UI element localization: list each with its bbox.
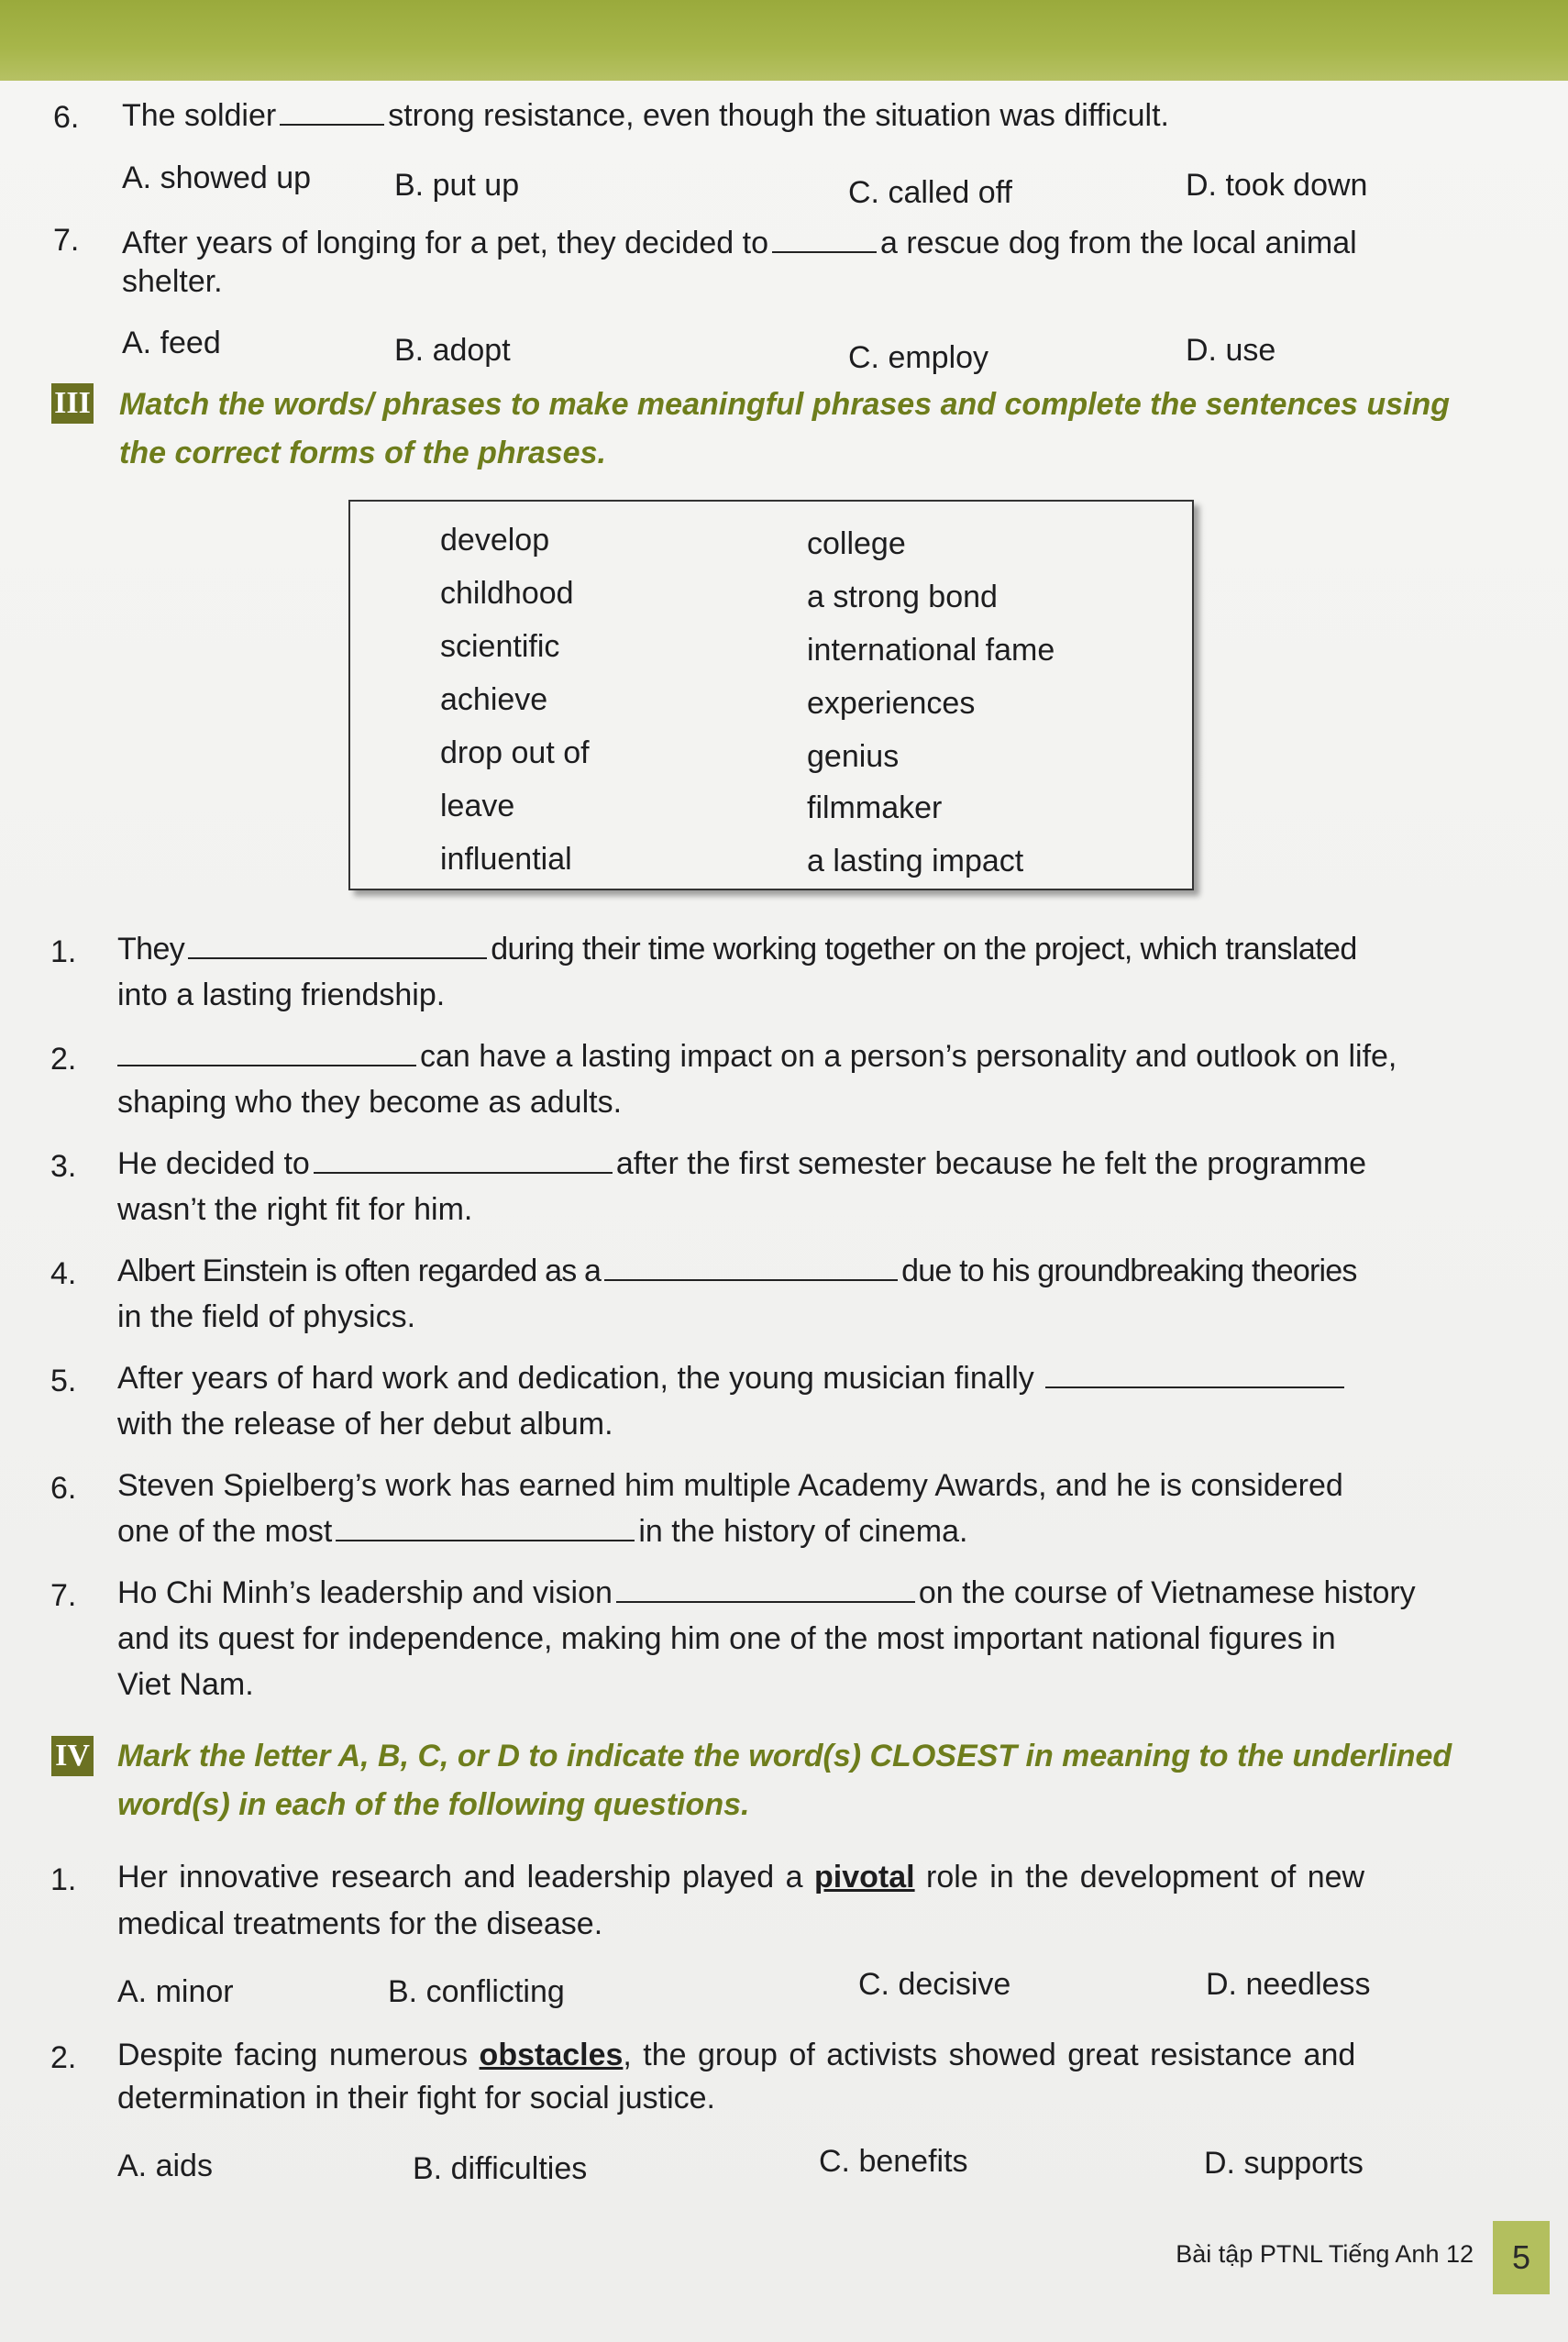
option-d[interactable]: D. took down [1186, 168, 1368, 203]
question-text [122, 223, 1357, 263]
item-text-line2 [117, 1511, 967, 1552]
word-left[interactable]: achieve [440, 682, 548, 717]
option-c[interactable]: C. decisive [858, 1967, 1011, 2002]
option-d[interactable]: D. needless [1206, 1967, 1371, 2002]
item-number: 1. [50, 934, 77, 969]
question-number: 6. [53, 100, 80, 135]
item-text-line2: wasn’t the right fit for him. [117, 1192, 473, 1227]
word-left[interactable]: childhood [440, 576, 574, 611]
item-text [117, 1143, 1366, 1184]
question-text [122, 95, 1169, 136]
question-text-line2: determination in their fight for social justice. [117, 2081, 715, 2116]
word-left[interactable]: influential [440, 842, 572, 877]
word-right[interactable]: genius [807, 739, 900, 774]
item-number: 3. [50, 1149, 77, 1184]
item-text-line2: into a lasting friendship. [117, 978, 446, 1012]
question-number: 1. [50, 1862, 77, 1897]
item-number: 5. [50, 1364, 77, 1398]
item-text-a: Albert Einstein is often regarded as a [117, 1254, 602, 1288]
option-c[interactable]: C. benefits [819, 2144, 968, 2179]
item-text-b: on the course of Vietnamese history [918, 1575, 1416, 1610]
item-text-b: can have a lasting impact on a person’s personality and outlook on life, [420, 1039, 1397, 1074]
option-a[interactable]: A. showed up [122, 160, 312, 195]
question-number: 7. [53, 223, 80, 258]
book-title: Bài tập PTNL Tiếng Anh 12 [1176, 2240, 1474, 2268]
word-right[interactable]: a strong bond [807, 580, 998, 614]
page-number: 5 [1493, 2221, 1550, 2294]
section-instruction-line2: word(s) in each of the following questions. [117, 1787, 750, 1822]
item-text-b: due to his groundbreaking theories [901, 1254, 1357, 1288]
option-b[interactable]: B. adopt [394, 333, 511, 368]
option-a[interactable]: A. aids [117, 2149, 213, 2183]
item-text-line2: with the release of her debut album. [117, 1407, 613, 1442]
answer-blank[interactable] [604, 1277, 898, 1281]
item-number: 2. [50, 1042, 77, 1077]
item-text-a: Ho Chi Minh’s leadership and vision [117, 1575, 613, 1610]
item-text-line2: and its quest for independence, making him one of the most important national figures in [117, 1621, 1336, 1656]
answer-blank[interactable] [188, 956, 487, 959]
question-text-after: a rescue dog from the local animal [880, 226, 1357, 260]
item-text-c2: in the history of cinema. [638, 1514, 968, 1549]
question-text-after: , the group of activists showed great resistance and [623, 2038, 1356, 2072]
question-text-before: After years of longing for a pet, they decided to [122, 226, 768, 260]
question-text-before: Her innovative research and leadership played a [117, 1860, 803, 1895]
item-text-a: After years of hard work and dedication, the young musician finally [117, 1361, 1034, 1396]
word-left[interactable]: scientific [440, 629, 560, 664]
word-left[interactable]: leave [440, 789, 515, 823]
item-text-line2: in the field of physics. [117, 1299, 416, 1334]
word-right[interactable]: a lasting impact [807, 844, 1024, 878]
question-text-line2: medical treatments for the disease. [117, 1906, 603, 1941]
word-right[interactable]: college [807, 526, 906, 561]
question-text [117, 2035, 1355, 2075]
underlined-keyword: obstacles [479, 2038, 624, 2072]
item-text [117, 1036, 1397, 1077]
answer-blank[interactable] [772, 249, 877, 253]
item-text [117, 1358, 1348, 1398]
item-text-a: He decided to [117, 1146, 310, 1181]
word-right[interactable]: filmmaker [807, 790, 943, 825]
question-text-after: strong resistance, even though the situation was difficult. [388, 98, 1169, 133]
word-right[interactable]: international fame [807, 633, 1055, 668]
option-a[interactable]: A. minor [117, 1974, 234, 2009]
question-number: 2. [50, 2040, 77, 2075]
option-b[interactable]: B. difficulties [413, 2151, 588, 2186]
item-text-line2: shaping who they become as adults. [117, 1085, 623, 1120]
question-text-after: role in the development of new [926, 1860, 1365, 1895]
section-badge: IV [51, 1736, 94, 1776]
word-left[interactable]: drop out of [440, 735, 590, 770]
item-text-a: They [117, 932, 185, 967]
option-d[interactable]: D. supports [1204, 2146, 1364, 2181]
section-instruction-line2: the correct forms of the phrases. [119, 436, 606, 470]
item-text: Steven Spielberg’s work has earned him multiple Academy Awards, and he is considered [117, 1468, 1343, 1503]
word-box [348, 500, 1194, 890]
option-d[interactable]: D. use [1186, 333, 1276, 368]
header-band [0, 0, 1568, 81]
option-b[interactable]: B. put up [394, 168, 520, 203]
answer-blank[interactable] [1045, 1385, 1344, 1388]
question-text-before: Despite facing numerous [117, 2038, 469, 2072]
answer-blank[interactable] [280, 122, 384, 126]
option-b[interactable]: B. conflicting [388, 1974, 565, 2009]
item-number: 7. [50, 1578, 77, 1613]
question-text [117, 1857, 1364, 1897]
option-c[interactable]: C. employ [848, 340, 989, 375]
item-text-line3: Viet Nam. [117, 1667, 254, 1702]
item-text [117, 1251, 1357, 1291]
word-right[interactable]: experiences [807, 686, 976, 721]
section-badge: III [51, 383, 94, 424]
question-text-line2: shelter. [122, 264, 223, 299]
section-instruction: Match the words/ phrases to make meaningful phrases and complete the sentences using [119, 387, 1451, 422]
item-text-c1: one of the most [117, 1514, 333, 1549]
answer-blank[interactable] [117, 1063, 416, 1066]
section-instruction: Mark the letter A, B, C, or D to indicate the word(s) CLOSEST in meaning to the underlined [117, 1739, 1452, 1773]
word-left[interactable]: develop [440, 523, 550, 558]
item-text-b: during their time working together on the project, which translated [491, 932, 1357, 967]
question-text-before: The soldier [122, 98, 277, 133]
item-text [117, 929, 1357, 969]
answer-blank[interactable] [314, 1170, 613, 1174]
item-number: 6. [50, 1471, 77, 1506]
item-number: 4. [50, 1256, 77, 1291]
answer-blank[interactable] [336, 1538, 635, 1541]
option-a[interactable]: A. feed [122, 326, 221, 360]
item-text-b: after the first semester because he felt the programme [615, 1146, 1367, 1181]
option-c[interactable]: C. called off [848, 175, 1012, 210]
underlined-keyword: pivotal [814, 1860, 915, 1895]
answer-blank[interactable] [616, 1599, 915, 1603]
item-text [117, 1573, 1416, 1613]
